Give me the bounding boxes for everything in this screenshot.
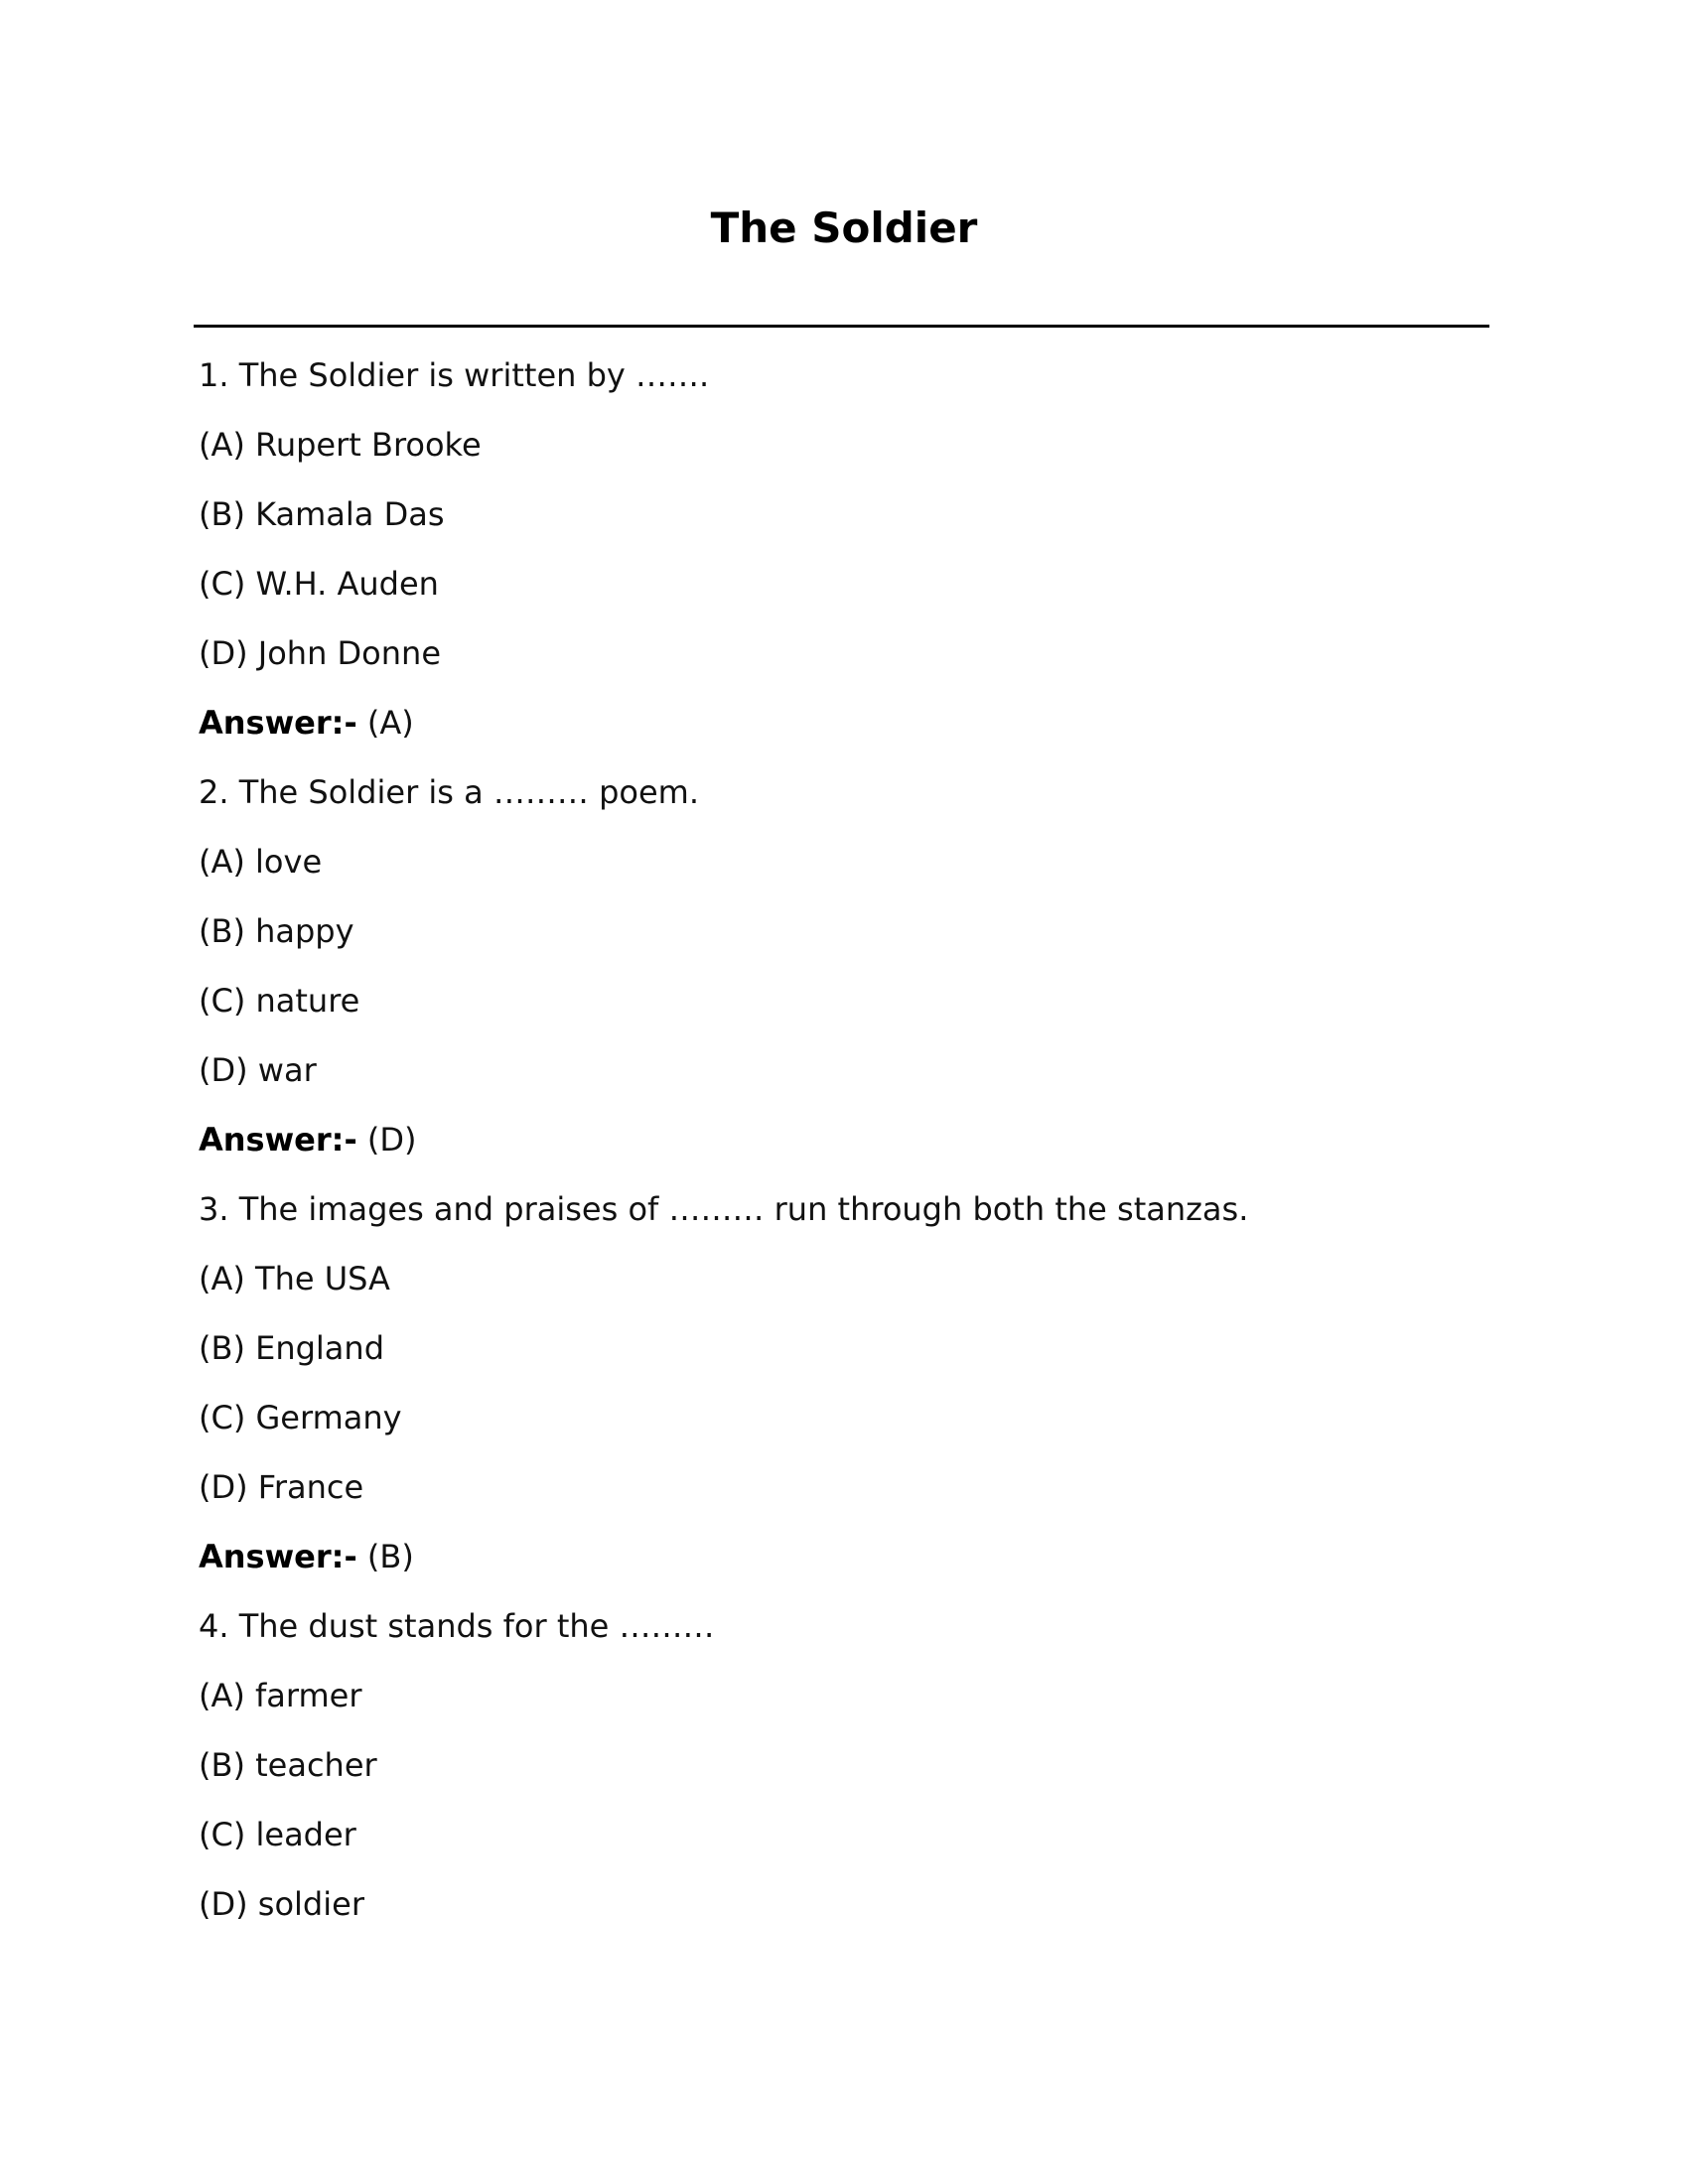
option-a: (A) Rupert Brooke — [199, 426, 482, 464]
answer-line — [199, 1114, 1489, 1183]
option-b: (B) teacher — [199, 1746, 377, 1784]
answer-label: Answer:- — [199, 704, 357, 742]
option-c: (C) leader — [199, 1816, 356, 1853]
option-c: (C) nature — [199, 982, 360, 1020]
question-list — [199, 349, 1489, 1948]
question-text: 4. The dust stands for the ……… — [199, 1607, 715, 1645]
option-a: (A) farmer — [199, 1677, 362, 1714]
option-b: (B) happy — [199, 912, 354, 950]
answer-value: (B) — [356, 1538, 414, 1575]
question-block — [199, 1183, 1489, 1600]
option-c: (C) Germany — [199, 1399, 402, 1436]
option-d: (D) France — [199, 1468, 364, 1506]
option-b: (B) Kamala Das — [199, 495, 445, 533]
question-text: 3. The images and praises of ……… run through both the stanzas. — [199, 1190, 1249, 1228]
page-title: The Soldier — [710, 204, 978, 252]
question-text: 1. The Soldier is written by ……. — [199, 356, 710, 394]
option-c: (C) W.H. Auden — [199, 565, 439, 603]
option-d: (D) John Donne — [199, 634, 441, 672]
option-a: (A) love — [199, 843, 323, 881]
question-block — [199, 766, 1489, 1183]
answer-value: (D) — [356, 1121, 417, 1159]
question-block — [199, 1600, 1489, 1948]
answer-line — [199, 697, 1489, 766]
option-b: (B) England — [199, 1329, 384, 1367]
option-d: (D) war — [199, 1051, 317, 1089]
question-block — [199, 349, 1489, 766]
option-d: (D) soldier — [199, 1885, 364, 1923]
option-a: (A) The USA — [199, 1260, 390, 1297]
title-divider — [194, 325, 1489, 328]
answer-line — [199, 1531, 1489, 1600]
answer-label: Answer:- — [199, 1538, 357, 1575]
answer-label: Answer:- — [199, 1121, 357, 1159]
question-text: 2. The Soldier is a ……… poem. — [199, 773, 699, 811]
answer-value: (A) — [356, 704, 414, 742]
